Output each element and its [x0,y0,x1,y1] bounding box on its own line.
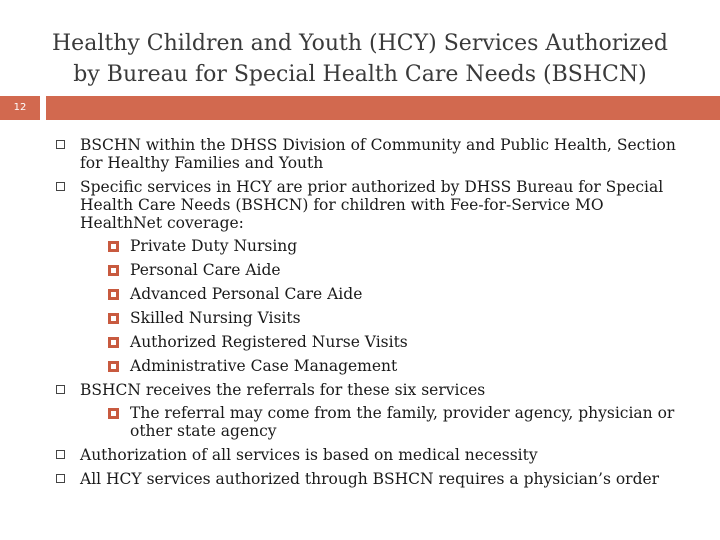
filled-square-bullet-icon [108,313,119,324]
bullet-text: Specific services in HCY are prior authorized by DHSS Bureau for Special Health Care Needs (BSHCN) for children with Fee-for-Service MO HealthNet coverage: [80,178,664,232]
bullet-item [56,136,686,172]
sub-bullet-text: Administrative Case Management [130,357,398,375]
bullet-item [56,446,686,464]
sub-bullet-text: Private Duty Nursing [130,237,298,255]
filled-square-bullet-icon [108,408,119,419]
bullet-text: Authorization of all services is based on medical necessity [80,446,538,464]
square-bullet-icon [56,474,65,483]
filled-square-bullet-icon [108,265,119,276]
bullet-text: BSHCN receives the referrals for these six services [80,381,486,399]
sub-bullet-item [80,309,686,327]
sub-bullet-item [80,404,686,440]
sub-bullet-text: Personal Care Aide [130,261,281,279]
title-divider-bar [46,96,720,120]
bullet-text: BSCHN within the DHSS Division of Community and Public Health, Section for Healthy Families and Youth [80,136,676,172]
square-bullet-icon [56,385,65,394]
sub-bullet-text: Authorized Registered Nurse Visits [130,333,408,351]
filled-square-bullet-icon [108,241,119,252]
filled-square-bullet-icon [108,361,119,372]
bullet-item [56,381,686,440]
slide-title: Healthy Children and Youth (HCY) Services Authorized by Bureau for Special Health Care Needs (BSHCN) [52,31,668,87]
bullet-item [56,470,686,488]
sub-bullet-text: Skilled Nursing Visits [130,309,301,327]
sub-bullet-item [80,261,686,279]
bullet-item [56,178,686,375]
square-bullet-icon [56,450,65,459]
sub-bullet-item [80,237,686,255]
filled-square-bullet-icon [108,289,119,300]
bullet-list [56,136,686,494]
sub-bullet-item [80,357,686,375]
square-bullet-icon [56,182,65,191]
sub-bullet-text: The referral may come from the family, provider agency, physician or other state agency [130,404,675,440]
sub-bullet-item [80,285,686,303]
bullet-text: All HCY services authorized through BSHCN requires a physician’s order [80,470,660,488]
sub-bullet-item [80,333,686,351]
sub-bullet-text: Advanced Personal Care Aide [130,285,363,303]
filled-square-bullet-icon [108,337,119,348]
slide-number: 12 [13,102,27,113]
square-bullet-icon [56,140,65,149]
